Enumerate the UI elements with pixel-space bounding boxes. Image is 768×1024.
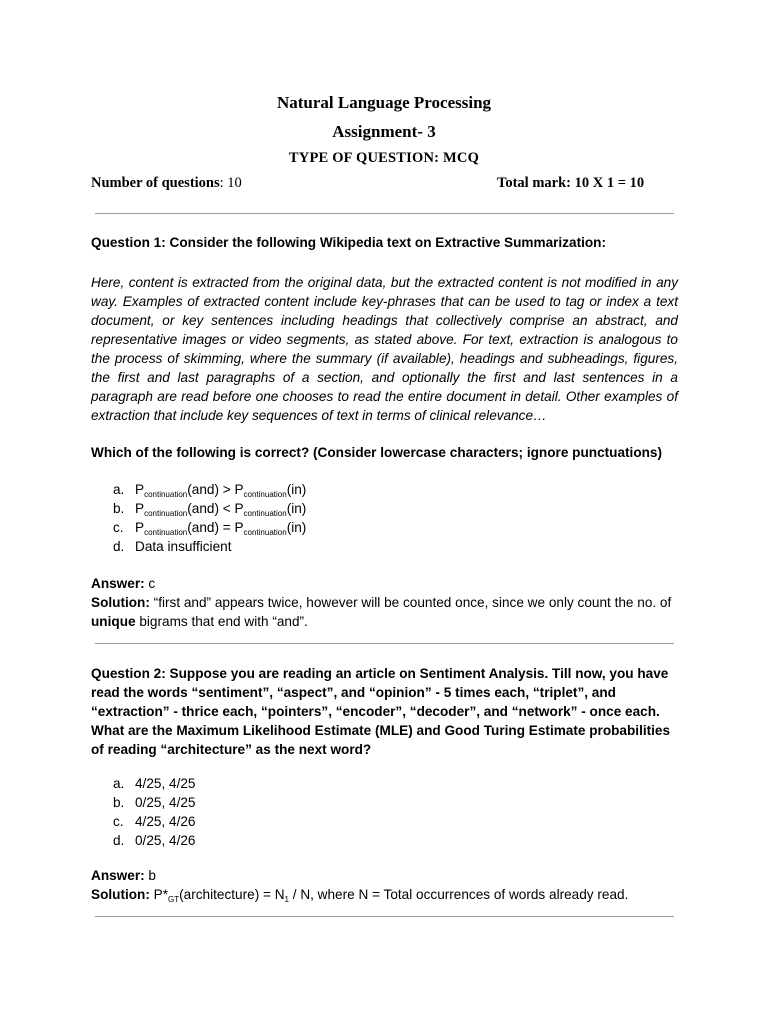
q1-solution: Solution: “first and” appears twice, however will be counted once, since we only count the no. of unique bigrams that end with “and”. bbox=[91, 595, 672, 629]
answer-label: Answer: bbox=[91, 868, 145, 883]
q1-answer bbox=[91, 574, 678, 593]
solution-label: Solution: bbox=[91, 887, 150, 902]
option-text: 0/25, 4/25 bbox=[135, 795, 196, 810]
option-label: a. bbox=[113, 482, 125, 497]
divider bbox=[95, 213, 674, 214]
q1-option-c bbox=[113, 518, 306, 537]
option-label: d. bbox=[113, 539, 125, 554]
q2-solution: Solution: $P*_{GT}(architecture) = N_1 / N$, where N = Total occurrences of words already read. bbox=[91, 887, 629, 904]
divider bbox=[95, 643, 674, 644]
q1-option-b bbox=[113, 499, 306, 518]
option-text: 0/25, 4/26 bbox=[135, 833, 196, 848]
solution-label: Solution: bbox=[91, 595, 150, 610]
answer-value: b bbox=[144, 868, 156, 883]
number-of-questions bbox=[91, 175, 242, 192]
q1-heading: Question 1: Consider the following Wikipedia text on Extractive Summarization: bbox=[91, 235, 607, 250]
option-label: b. bbox=[113, 501, 125, 516]
q2-option-c bbox=[113, 812, 195, 831]
divider bbox=[95, 916, 674, 917]
q2-answer bbox=[91, 866, 678, 885]
option-text: $P_{continuation}(and) < P_{continuation}(in)$ bbox=[135, 501, 307, 518]
option-text: Data insufficient bbox=[135, 539, 232, 554]
total-mark: Total mark: 10 X 1 = 10 bbox=[497, 175, 645, 191]
question-type: TYPE OF QUESTION: MCQ bbox=[288, 150, 480, 166]
option-text: $P_{continuation}(and) = P_{continuation}(in)$ bbox=[135, 520, 307, 537]
course-title: Natural Language Processing bbox=[276, 93, 492, 112]
q1-passage: Here, content is extracted from the original data, but the extracted content is not modified in any way. Examples of extracted content include key-phrases that can be used to tag or index a text document, or key sentences including headings that collectively comprise an abstract, and representative images or video segments, as stated above. For text, extraction is analogous to the process of skimming, where the summary (if available), headings and subheadings, figures, the first and last paragraphs of a section, and optionally the first and last sentences in a paragraph are read before one chooses to read the entire document in detail. Other examples of extraction that include key sequences of text in terms of clinical relevance… bbox=[91, 275, 678, 423]
option-label: c. bbox=[113, 520, 124, 535]
option-label: a. bbox=[113, 776, 125, 791]
num-questions-label: Number of questions bbox=[91, 175, 220, 191]
option-label: c. bbox=[113, 814, 124, 829]
option-text: 4/25, 4/25 bbox=[135, 776, 196, 791]
answer-value: c bbox=[144, 576, 156, 591]
q2-option-d bbox=[113, 831, 195, 850]
q1-prompt: Which of the following is correct? (Consider lowercase characters; ignore punctuations) bbox=[91, 445, 663, 460]
answer-label: Answer: bbox=[91, 576, 145, 591]
num-questions-value: : 10 bbox=[219, 175, 242, 191]
q2-heading: Question 2: Suppose you are reading an article on Sentiment Analysis. Till now, you have read the words “sentiment”, “aspect”, and “opinion” - 5 times each, “triplet”, and “extraction” - thrice each, “pointers”, “encoder”, “decoder”, and “network” - once each. What are the Maximum Likelihood Estimate (MLE) and Good Turing Estimate probabilities of reading “architecture” as the next word? bbox=[91, 666, 671, 757]
option-text: 4/25, 4/26 bbox=[135, 814, 196, 829]
assignment-title: Assignment- 3 bbox=[332, 122, 436, 141]
option-label: d. bbox=[113, 833, 125, 848]
option-label: b. bbox=[113, 795, 125, 810]
option-text: $P_{continuation}(and) > P_{continuation}(in)$ bbox=[135, 482, 307, 499]
q2-option-a bbox=[113, 774, 195, 793]
q1-option-d bbox=[113, 537, 306, 556]
q2-option-b bbox=[113, 793, 195, 812]
q1-options bbox=[113, 480, 306, 556]
q1-option-a bbox=[113, 480, 306, 499]
q2-options bbox=[113, 774, 195, 850]
